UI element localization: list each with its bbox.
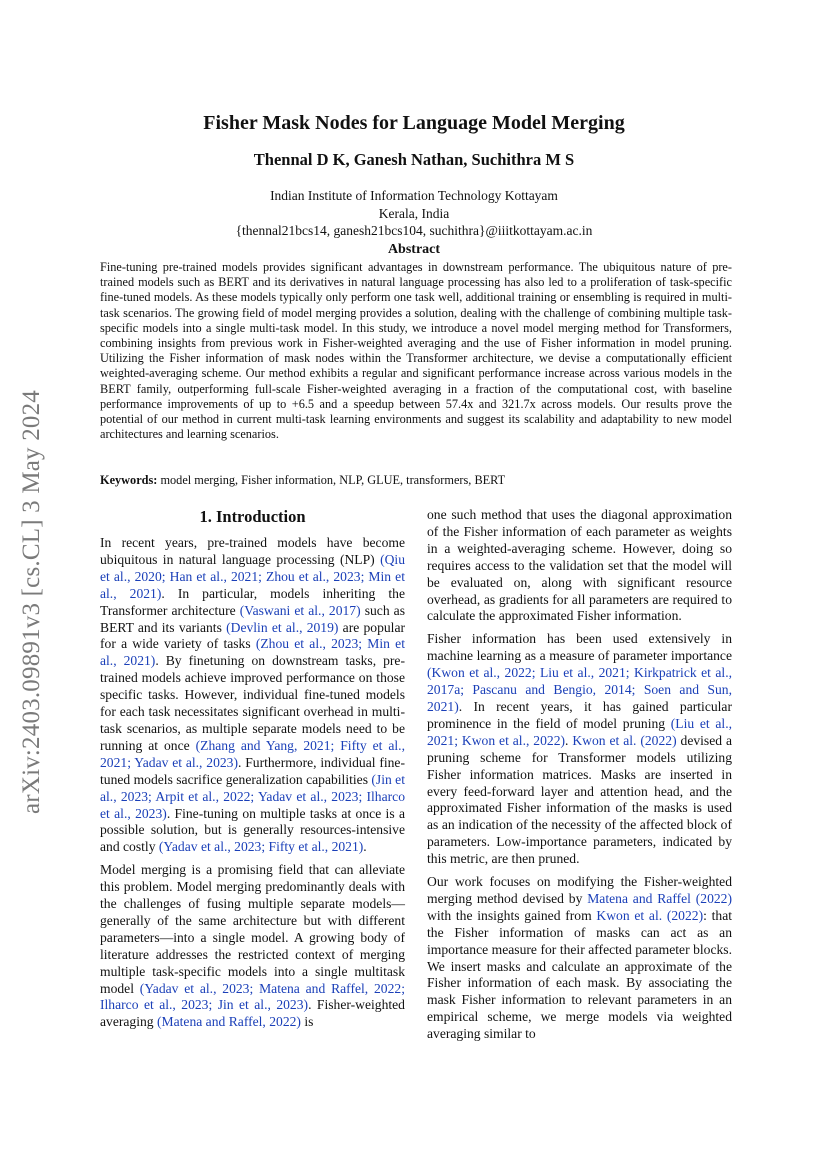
keywords-line <box>100 473 732 488</box>
left-column <box>100 507 405 1037</box>
intro-paragraph-2 <box>100 862 405 1031</box>
citation-link[interactable]: Matena and Raffel (2022) <box>587 890 733 906</box>
affiliation-institute: Indian Institute of Information Technology Kottayam <box>270 188 558 203</box>
citation-link[interactable]: (Zhou et al., 2023; Min et al., 2021) <box>100 636 405 669</box>
arxiv-identifier: arXiv:2403.09891v3 [cs.CL] 3 May 2024 <box>18 389 45 815</box>
intro-paragraph-3 <box>427 507 732 625</box>
citation-link[interactable]: (Jin et al., 2023; Arpit et al., 2022; Yadav et al., 2023; Ilharco et al., 2023) <box>100 771 405 821</box>
paragraph-text: Fisher information has been used extensively in machine learning as a measure of parameter importance <box>427 631 732 664</box>
paper-title: Fisher Mask Nodes for Language Model Merging <box>203 112 625 134</box>
paragraph-text: . <box>565 732 573 748</box>
abstract-body: Fine-tuning pre-trained models provides significant advantages in downstream performance. The ubiquitous nature of pre-trained models such as BERT and its derivatives in natural language processing has also led to a proliferation of task-specific fine-tuned models. As these models typically only perform one task well, additional training or ensembling is required in multi-task scenarios. The growing field of model merging provides a solution, dealing with the challenge of combining multiple task-specific models into a single multi-task model. In this study, we introduce a novel model merging method for Transformers, combining insights from previous work in Fisher-weighted averaging and the use of Fisher information in model pruning. Utilizing the Fisher information of mask nodes within the Transformer architecture, we devise a computationally efficient weighted-averaging scheme. Our method exhibits a regular and significant performance increase across various models in the BERT family, outperforming full-scale Fisher-weighted averaging in a fraction of the computational cost, with baseline performance improvements of up to +6.5 and a speedup between 57.4x and 321.7x across models. Our results prove the potential of our method in current multi-task learning environments and suggest its scalability and adaptability to new model architectures and learning scenarios. <box>100 260 732 442</box>
citation-link[interactable]: (Yadav et al., 2023; Fifty et al., 2021) <box>158 839 364 855</box>
paragraph-text: . By finetuning on downstream tasks, pre-trained models achieve improved performance on those specific tasks. However, individual fine-tuned models for each task necessitates significant overhead in multi-task scenarios, as multiple separate models need to be running at once <box>100 653 405 753</box>
paragraph-text: In recent years, pre-trained models have become ubiquitous in natural language processing (NLP) <box>100 535 405 567</box>
affiliation-location: Kerala, India <box>378 205 450 221</box>
paragraph-text: Our work focuses on modifying the Fisher-weighted merging method devised by <box>427 874 732 906</box>
right-column <box>427 507 732 1049</box>
paragraph-text: with the insights gained from <box>427 907 597 923</box>
paragraph-text: devised a pruning scheme for Transformer models utilizing Fisher information matrices. Masks are inserted in every feed-forward layer and attention head, and the approximated Fisher information of the masks is used as an indication of the necessity of the affected block of parameters. Low-importance parameters, indicated by this metric, are then pruned. <box>427 732 733 867</box>
arxiv-sidebar <box>2 362 62 842</box>
citation-link[interactable]: Kwon et al. (2022) <box>572 732 677 748</box>
citation-link[interactable]: (Yadav et al., 2023; Matena and Raffel, 2022; Ilharco et al., 2023; Jin et al., 2023) <box>100 980 405 1013</box>
citation-link[interactable]: (Liu et al., 2021; Kwon et al., 2022) <box>427 715 732 748</box>
paragraph-text: . Fine-tuning on multiple tasks at once is a possible solution, but is generally resources-intensive and costly <box>100 805 405 855</box>
intro-paragraph-1 <box>100 535 405 856</box>
paragraph-text: are popular for a wide variety of tasks <box>100 619 406 652</box>
paragraph-text: Model merging is a promising field that can alleviate this problem. Model merging predominantly deals with the challenges of fusing multiple separate models—generally of the same architecture but with different parameters—into a single model. A growing body of literature addresses the restricted context of merging multiple task-specific models into a single multitask model <box>100 862 405 996</box>
paragraph-text: one such method that uses the diagonal approximation of the Fisher information of each parameter as weights in a weighted-averaging scheme. However, doing so requires access to the validation set that the model will be evaluated on, along with significant resource overhead, as gradients for all parameters are required to calculate the approximated Fisher information. <box>427 507 732 624</box>
citation-link[interactable]: (Devlin et al., 2019) <box>226 619 339 635</box>
citation-link[interactable]: (Qiu et al., 2020; Han et al., 2021; Zhou et al., 2023; Min et al., 2021) <box>100 551 405 601</box>
keywords-text: model merging, Fisher information, NLP, GLUE, transformers, BERT <box>157 473 506 487</box>
intro-paragraph-4 <box>427 631 732 868</box>
paragraph-text: . Furthermore, individual fine-tuned models sacrifice generalization capabilities <box>100 754 405 787</box>
affiliation-emails: {thennal21bcs14, ganesh21bcs104, suchithra}@iiitkottayam.ac.in <box>235 223 593 238</box>
citation-link[interactable]: Kwon et al. (2022) <box>596 907 704 923</box>
paragraph-text: such as BERT and its variants <box>100 602 406 635</box>
paragraph-text: is <box>300 1014 314 1030</box>
citation-link[interactable]: (Vaswani et al., 2017) <box>239 602 361 618</box>
citation-link[interactable]: (Matena and Raffel, 2022) <box>157 1014 301 1030</box>
intro-paragraph-5 <box>427 874 732 1043</box>
paragraph-text: . Fisher-weighted averaging <box>100 997 405 1030</box>
citation-link[interactable]: (Kwon et al., 2022; Liu et al., 2021; Kirkpatrick et al., 2017a; Pascanu and Bengio, 2014; Soen and Sun, 2021) <box>427 665 732 714</box>
paragraph-text: . In recent years, it has gained particular prominence in the field of model pruning <box>427 698 732 731</box>
section-heading-introduction: 1. Introduction <box>199 507 306 526</box>
paragraph-text: . <box>363 839 367 855</box>
affiliation-block <box>100 187 728 240</box>
abstract-heading: Abstract <box>387 242 441 257</box>
paragraph-text: . In particular, models inheriting the Transformer architecture <box>100 585 405 618</box>
paper-authors: Thennal D K, Ganesh Nathan, Suchithra M S <box>253 150 575 169</box>
keywords-label: Keywords: <box>100 473 158 487</box>
paragraph-text: : that the Fisher information of masks can act as an importance measure for their affected parameter blocks. We insert masks and calculate an approximate of the Fisher information of each mask. By associating the mask Fisher information to relevant parameters in an empirical scheme, we merge models via weighted averaging similar to <box>427 907 733 1042</box>
citation-link[interactable]: (Zhang and Yang, 2021; Fifty et al., 2021; Yadav et al., 2023) <box>100 737 405 770</box>
